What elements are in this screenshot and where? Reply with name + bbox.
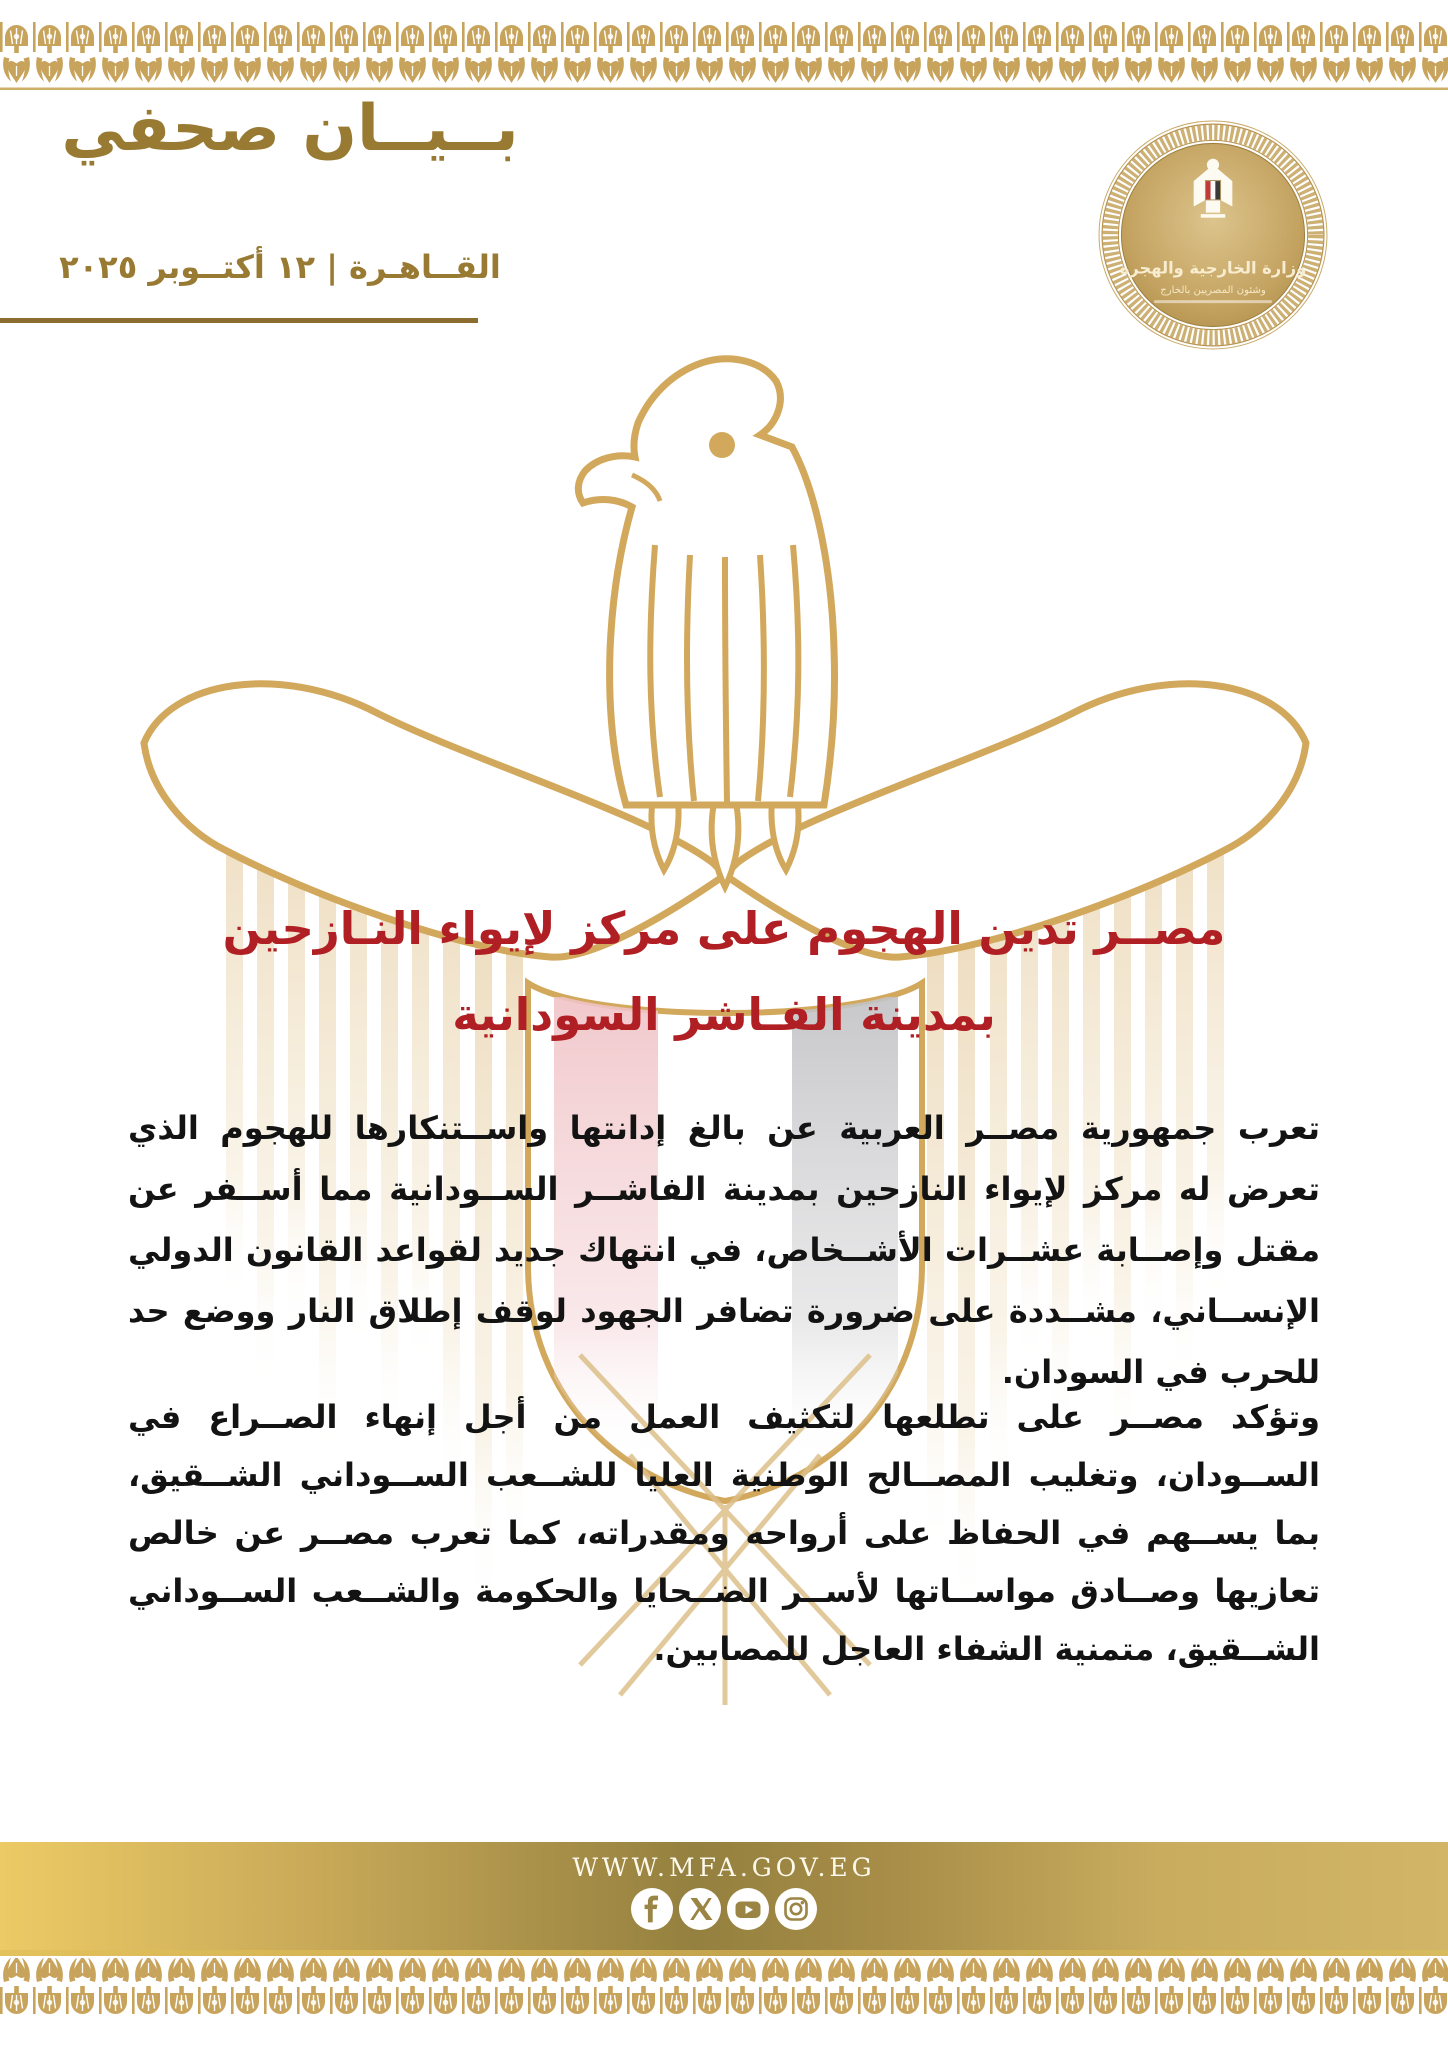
statement-paragraph-1: تعرب جمهورية مصــر العربية عن بالغ إدانتها واســتنكارها للهجوم الذي تعرض له مركز لإيواء النازحين بمدينة الفاشــر الســودانية مما أســفر عن مقتل وإصــابة عشــرات الأشــخاص، في انتهاك جديد لقواعد القانون الدولي الإنســاني، مشــددة على ضرورة تضافر الجهود لوقف إطلاق النار ووضع حد للحرب في السودان.	[128, 1109, 1320, 1391]
bottom-ornament-border	[0, 1958, 1448, 2016]
eagle-eye	[709, 432, 735, 458]
statement-paragraph-2: وتؤكد مصــر على تطلعها لتكثيف العمل من أجل إنهاء الصــراع في الســودان، وتغليب المصــالح الوطنية العليا للشــعب الســوداني الشــقيق، بما يســهم في الحفاظ على أرواحه ومقدراته، كما تعرب مصــر عن خالص تعازيها وصــادق مواســاتها لأســر الضــحايا والحكومة والشــعب الســوداني الشــقيق، متمنية الشفاء العاجل للمصابين.	[128, 1398, 1320, 1668]
footer-edge-line	[0, 1950, 1448, 1956]
header-rule	[0, 318, 478, 323]
social-links-row	[0, 1887, 1448, 1931]
x-twitter-icon[interactable]	[678, 1887, 722, 1931]
statement-title-line2: بمدينة الفـاشر السودانية	[452, 988, 996, 1041]
seal-ministry-subtitle: وشئون المصريين بالخارج	[1160, 284, 1266, 296]
top-ornament-border	[0, 20, 1448, 92]
footer-bar	[0, 1842, 1448, 1950]
seal-english-line	[1154, 300, 1272, 303]
dateline: القــاهـرة | ١٢ أكتــوبر ٢٠٢٥	[59, 248, 501, 286]
ministry-seal-logo	[1096, 118, 1330, 352]
website-url[interactable]: WWW.MFA.GOV.EG	[572, 1853, 876, 1882]
seal-ministry-name: وزارة الخارجية والهجرة	[1119, 258, 1307, 278]
instagram-icon[interactable]	[774, 1887, 818, 1931]
facebook-icon[interactable]	[630, 1887, 674, 1931]
press-statement-title: بــيــان صحفي	[61, 92, 519, 166]
statement-title-line1: مصــر تدين الهجوم على مركز لإيواء النـازحين	[222, 902, 1226, 955]
statement-title	[0, 886, 1448, 1058]
youtube-icon[interactable]	[726, 1887, 770, 1931]
